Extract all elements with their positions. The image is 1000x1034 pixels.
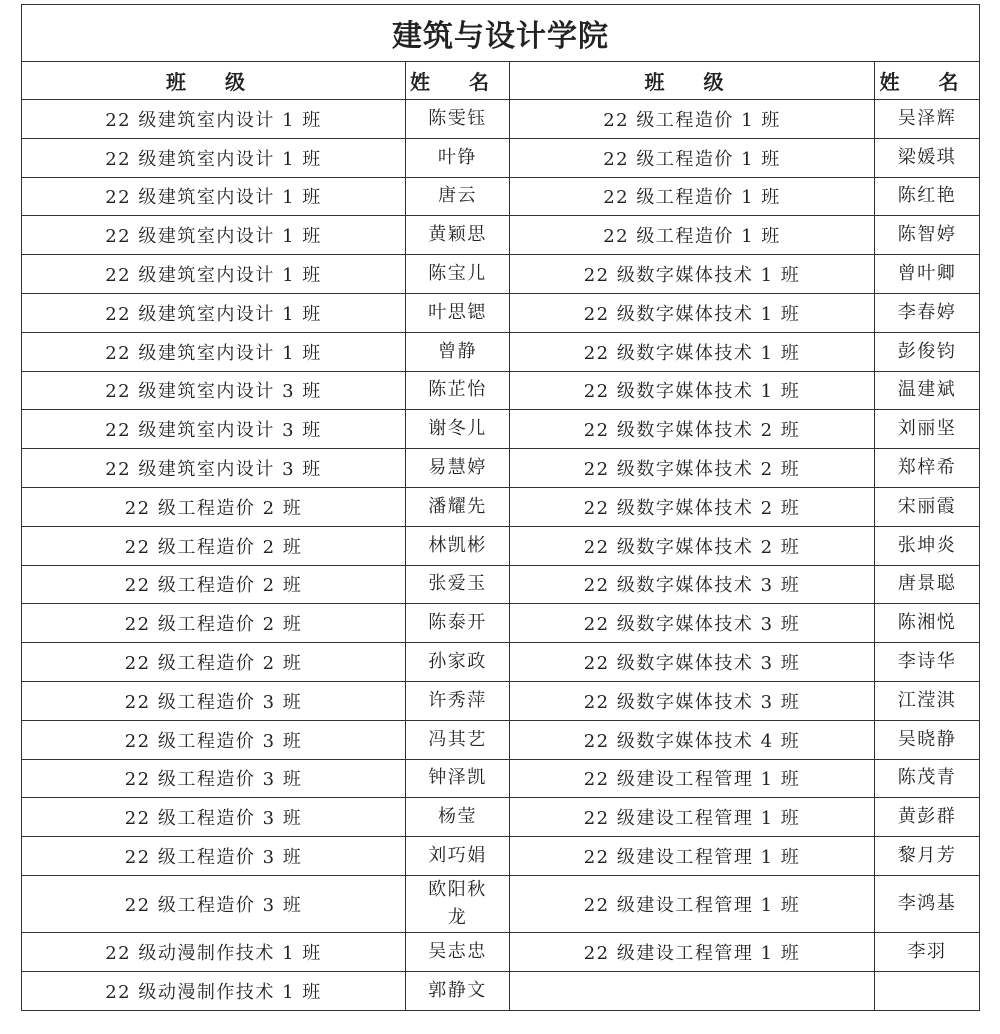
class-cell-right [510, 487, 875, 526]
class-cell-right-text: 22 级数字媒体技术 1 班 [583, 342, 801, 364]
name-cell-left-text: 叶思锶 [428, 301, 487, 323]
name-cell-left-text: 钟泽凯 [428, 767, 487, 789]
class-cell-right-text: 22 级数字媒体技术 3 班 [583, 614, 801, 636]
class-cell-left [22, 971, 406, 1010]
name-cell-right-text: 陈湘悦 [897, 612, 957, 634]
name-cell-right-text: 黄彭群 [897, 806, 957, 828]
name-cell-left [406, 643, 510, 682]
name-cell-right-text: 张坤炎 [897, 534, 957, 556]
class-cell-right-text: 22 级数字媒体技术 3 班 [583, 653, 801, 675]
name-cell-left-text: 张爱玉 [428, 573, 487, 595]
class-cell-right-text: 22 级数字媒体技术 1 班 [583, 303, 801, 325]
class-cell-left [22, 332, 406, 371]
table-row [22, 798, 980, 837]
name-cell-left-text: 孙家政 [428, 651, 487, 673]
class-cell-right-text: 22 级建设工程管理 1 班 [583, 942, 801, 964]
name-cell-left-text: 潘耀先 [428, 495, 487, 517]
table-row [22, 643, 980, 682]
class-cell-left [22, 837, 406, 876]
name-cell-right-text: 陈智婷 [897, 224, 957, 246]
name-cell-left-text: 林凯彬 [428, 534, 487, 556]
class-cell-right [510, 449, 875, 488]
name-cell-right-text: 江滢淇 [897, 689, 957, 711]
table-row [22, 100, 980, 139]
name-cell-left [406, 216, 510, 255]
class-cell-left-text: 22 级建筑室内设计 1 班 [105, 303, 322, 325]
name-cell-left-text: 黄颖思 [428, 224, 487, 246]
class-cell-right [510, 138, 875, 177]
name-cell-right [875, 293, 980, 332]
header-class-right: 班 级 [510, 62, 875, 100]
name-cell-left [406, 100, 510, 139]
name-cell-left-text: 郭静文 [428, 979, 487, 1001]
class-cell-right-text: 22 级工程造价 1 班 [603, 226, 781, 248]
class-cell-left-text: 22 级建筑室内设计 1 班 [105, 148, 322, 170]
table-row [22, 565, 980, 604]
name-cell-right [875, 720, 980, 759]
name-cell-right-text: 李春婷 [897, 301, 957, 323]
class-cell-left [22, 526, 406, 565]
class-cell-right-text: 22 级数字媒体技术 4 班 [583, 730, 801, 752]
header-name-right: 姓 名 [875, 62, 980, 100]
class-cell-left-text: 22 级建筑室内设计 1 班 [105, 342, 322, 364]
table-row [22, 681, 980, 720]
class-cell-right-text: 22 级工程造价 1 班 [603, 148, 781, 170]
name-cell-right [875, 410, 980, 449]
table-row [22, 720, 980, 759]
class-cell-right [510, 759, 875, 798]
class-cell-right-text: 22 级数字媒体技术 1 班 [583, 265, 801, 287]
class-cell-left [22, 875, 406, 932]
name-cell-left [406, 293, 510, 332]
name-cell-left-text: 陈泰开 [428, 612, 487, 634]
class-cell-left [22, 371, 406, 410]
class-cell-left [22, 565, 406, 604]
table-row [22, 216, 980, 255]
class-cell-right [510, 332, 875, 371]
class-cell-left-text: 22 级工程造价 2 班 [124, 575, 303, 597]
name-cell-left [406, 565, 510, 604]
table-row [22, 875, 980, 932]
name-cell-right-text: 郑梓希 [897, 457, 957, 479]
name-cell-right [875, 371, 980, 410]
name-cell-left-text: 杨莹 [438, 806, 477, 828]
class-cell-left-text: 22 级工程造价 2 班 [124, 614, 303, 636]
name-cell-right [875, 643, 980, 682]
name-cell-left [406, 526, 510, 565]
name-cell-left-text: 谢冬儿 [428, 418, 487, 440]
name-cell-right [875, 932, 980, 971]
class-cell-left [22, 681, 406, 720]
table-row [22, 837, 980, 876]
class-cell-left-text: 22 级建筑室内设计 1 班 [105, 265, 322, 287]
class-cell-left [22, 449, 406, 488]
class-cell-right-text: 22 级数字媒体技术 2 班 [583, 420, 801, 442]
class-cell-right [510, 875, 875, 932]
name-cell-right [875, 526, 980, 565]
class-cell-left-text: 22 级建筑室内设计 3 班 [105, 420, 322, 442]
class-cell-left [22, 100, 406, 139]
table-row [22, 971, 980, 1010]
name-cell-right [875, 604, 980, 643]
class-cell-left-text: 22 级工程造价 3 班 [124, 847, 303, 869]
name-cell-left-text: 易慧婷 [428, 457, 487, 479]
class-cell-left-text: 22 级工程造价 3 班 [124, 894, 303, 916]
class-cell-right-text: 22 级建设工程管理 1 班 [583, 769, 801, 791]
class-cell-right [510, 837, 875, 876]
class-cell-right-text: 22 级数字媒体技术 2 班 [583, 459, 801, 481]
name-cell-left-text: 冯其艺 [428, 728, 487, 750]
name-cell-right [875, 216, 980, 255]
roster-table [21, 4, 980, 1011]
class-cell-left [22, 177, 406, 216]
class-cell-left-text: 22 级建筑室内设计 1 班 [105, 109, 322, 131]
name-cell-right [875, 875, 980, 932]
name-cell-left [406, 720, 510, 759]
class-cell-left [22, 487, 406, 526]
table-row [22, 332, 980, 371]
name-cell-right [875, 681, 980, 720]
name-cell-right-text: 梁媛琪 [897, 146, 957, 168]
class-cell-right [510, 410, 875, 449]
name-cell-right [875, 565, 980, 604]
class-cell-left-text: 22 级建筑室内设计 1 班 [105, 226, 322, 248]
name-cell-right-text: 李鸿基 [897, 892, 957, 914]
name-cell-right-text: 吴晓静 [897, 728, 957, 750]
class-cell-right [510, 526, 875, 565]
class-cell-left-text: 22 级工程造价 2 班 [124, 536, 303, 558]
name-cell-left-text: 陈芷怡 [428, 379, 487, 401]
name-cell-left-text: 刘巧娟 [428, 845, 487, 867]
class-cell-left-text: 22 级工程造价 3 班 [124, 730, 303, 752]
name-cell-right-text: 李羽 [907, 940, 947, 962]
class-cell-left-text: 22 级动漫制作技术 1 班 [105, 981, 322, 1003]
name-cell-right [875, 100, 980, 139]
table-row [22, 410, 980, 449]
roster-body [22, 100, 980, 1011]
class-cell-right [510, 371, 875, 410]
header-class-left: 班 级 [22, 62, 406, 100]
class-cell-left-text: 22 级工程造价 3 班 [124, 808, 303, 830]
name-cell-right-text: 宋丽霞 [897, 495, 957, 517]
class-cell-left [22, 216, 406, 255]
class-cell-right [510, 100, 875, 139]
name-cell-right-text: 刘丽坚 [897, 418, 957, 440]
name-cell-left [406, 604, 510, 643]
class-cell-right-text: 22 级工程造价 1 班 [603, 109, 781, 131]
name-cell-right-text: 曾叶卿 [897, 263, 957, 285]
name-cell-left [406, 449, 510, 488]
class-cell-right-text: 22 级数字媒体技术 3 班 [583, 575, 801, 597]
page-title: 建筑与设计学院 [22, 5, 980, 62]
class-cell-left-text: 22 级工程造价 2 班 [124, 653, 303, 675]
name-cell-left [406, 255, 510, 294]
class-cell-right-text: 22 级建设工程管理 1 班 [583, 808, 801, 830]
name-cell-left-text: 曾静 [438, 340, 477, 362]
table-row [22, 138, 980, 177]
class-cell-left [22, 643, 406, 682]
table-row [22, 487, 980, 526]
class-cell-right [510, 255, 875, 294]
table-row [22, 759, 980, 798]
table-row [22, 293, 980, 332]
class-cell-left [22, 759, 406, 798]
name-cell-left-text: 欧阳秋龙 [428, 878, 487, 928]
class-cell-left [22, 293, 406, 332]
name-cell-right [875, 332, 980, 371]
name-cell-left [406, 681, 510, 720]
class-cell-right [510, 177, 875, 216]
name-cell-left [406, 487, 510, 526]
name-cell-right-text: 陈红艳 [897, 185, 957, 207]
name-cell-left-text: 陈雯钰 [428, 107, 487, 129]
name-cell-right [875, 971, 980, 1010]
table-row [22, 604, 980, 643]
class-cell-right-text: 22 级数字媒体技术 2 班 [583, 536, 801, 558]
class-cell-right [510, 798, 875, 837]
table-row [22, 449, 980, 488]
name-cell-left [406, 971, 510, 1010]
name-cell-left [406, 138, 510, 177]
class-cell-right [510, 932, 875, 971]
class-cell-right [510, 604, 875, 643]
name-cell-left [406, 798, 510, 837]
name-cell-left [406, 410, 510, 449]
name-cell-right-text: 陈茂青 [897, 767, 957, 789]
table-row [22, 371, 980, 410]
class-cell-right-text: 22 级工程造价 1 班 [603, 187, 781, 209]
class-cell-right-text: 22 级数字媒体技术 3 班 [583, 691, 801, 713]
class-cell-right-text: 22 级数字媒体技术 1 班 [583, 381, 801, 403]
name-cell-left-text: 许秀萍 [428, 689, 487, 711]
class-cell-left [22, 410, 406, 449]
table-row [22, 255, 980, 294]
table-row [22, 177, 980, 216]
class-cell-right-text: 22 级数字媒体技术 2 班 [583, 497, 801, 519]
name-cell-left [406, 332, 510, 371]
name-cell-left [406, 932, 510, 971]
class-cell-left-text: 22 级工程造价 3 班 [124, 769, 303, 791]
name-cell-right [875, 487, 980, 526]
roster-sheet [21, 4, 979, 1011]
name-cell-left-text: 吴志忠 [428, 940, 487, 962]
class-cell-right [510, 681, 875, 720]
class-cell-left-text: 22 级建筑室内设计 3 班 [105, 459, 322, 481]
class-cell-right [510, 565, 875, 604]
name-cell-left-text: 叶铮 [438, 146, 477, 168]
name-cell-left-text: 唐云 [438, 185, 477, 207]
class-cell-left [22, 798, 406, 837]
class-cell-right-text: 22 级建设工程管理 1 班 [583, 847, 801, 869]
table-row [22, 526, 980, 565]
header-name-left: 姓 名 [406, 62, 510, 100]
name-cell-right-text: 唐景聪 [897, 573, 957, 595]
class-cell-right [510, 971, 875, 1010]
class-cell-left-text: 22 级工程造价 2 班 [124, 497, 303, 519]
name-cell-right-text: 温建斌 [897, 379, 957, 401]
class-cell-right [510, 720, 875, 759]
name-cell-right [875, 837, 980, 876]
name-cell-right [875, 177, 980, 216]
name-cell-left [406, 759, 510, 798]
name-cell-right [875, 449, 980, 488]
name-cell-left-text: 陈宝儿 [428, 263, 487, 285]
name-cell-right [875, 798, 980, 837]
name-cell-right [875, 759, 980, 798]
class-cell-right-text: 22 级建设工程管理 1 班 [583, 894, 801, 916]
table-row [22, 932, 980, 971]
class-cell-right [510, 293, 875, 332]
name-cell-right [875, 138, 980, 177]
name-cell-right-text: 彭俊钧 [897, 340, 957, 362]
name-cell-left [406, 177, 510, 216]
class-cell-left-text: 22 级动漫制作技术 1 班 [105, 942, 322, 964]
class-cell-left [22, 138, 406, 177]
name-cell-right-text: 李诗华 [897, 651, 957, 673]
class-cell-left [22, 720, 406, 759]
class-cell-right [510, 216, 875, 255]
class-cell-left-text: 22 级工程造价 3 班 [124, 691, 303, 713]
name-cell-right-text: 吴泽辉 [897, 107, 957, 129]
name-cell-left [406, 837, 510, 876]
name-cell-right-text: 黎月芳 [897, 845, 957, 867]
class-cell-left-text: 22 级建筑室内设计 3 班 [105, 381, 322, 403]
class-cell-left [22, 932, 406, 971]
name-cell-left [406, 875, 510, 932]
class-cell-right [510, 643, 875, 682]
name-cell-right [875, 255, 980, 294]
class-cell-left [22, 255, 406, 294]
class-cell-left-text: 22 级建筑室内设计 1 班 [105, 187, 322, 209]
class-cell-left [22, 604, 406, 643]
name-cell-left [406, 371, 510, 410]
